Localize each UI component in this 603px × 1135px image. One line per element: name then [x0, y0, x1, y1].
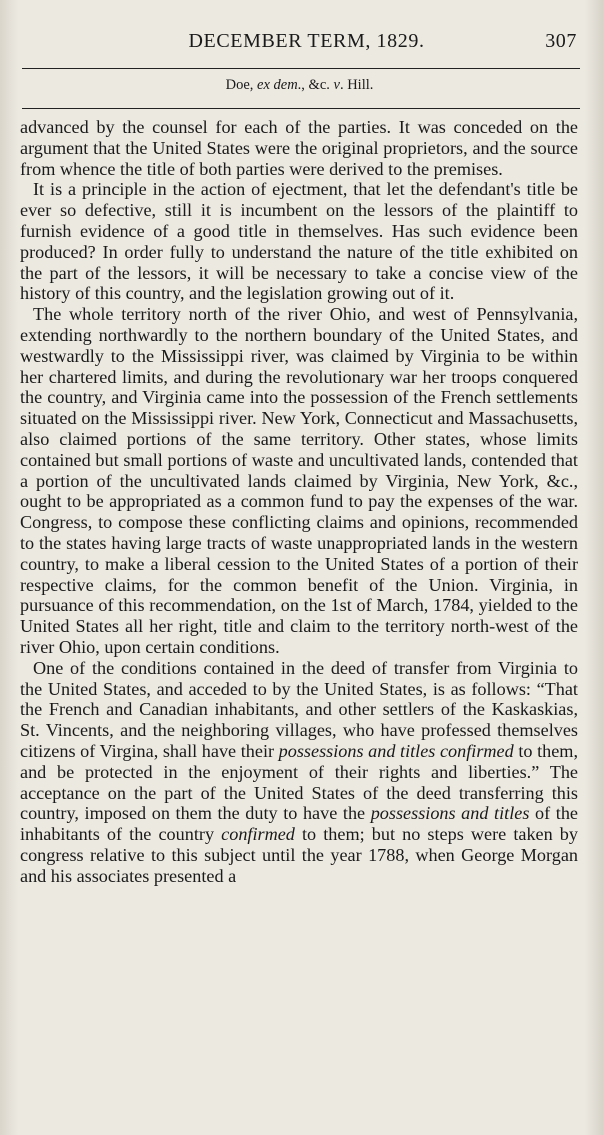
- paragraph-text: to them, and be protected in the enjoyment of their rights and liberties.” The acceptance on the part of the United States of the deed transferring this country, imposed on them the duty to have the: [20, 740, 578, 824]
- caption-defendant: . Hill.: [339, 77, 374, 93]
- paragraph-text: The whole territory north of the river Ohio, and west of Pennsylvania, extending northwardly to the northern boundary of the United States, and westwardly to the Mississippi river, was claimed by Virginia to be within her chartered limits, and during the revolutionary war her troops conquered the country, and Virginia came into the possession of the French settlements situated on the Mississippi river. New York, Connecticut and Massachusetts, also claimed portions of the same territory. Other states, whose limits contained but small portions of waste and uncultivated lands, contended that a portion of the uncultivated lands claimed by Virginia, New York, &c., ought to be appropriated as a common fund to pay the expenses of the war. Congress, to compose these conflicting claims and opinions, recommended to the states having large tracts of waste unappropriated lands in the western country, to make a liberal cession to the United States of a portion of their respective claims, for the common benefit of the Union. Virginia, in pursuance of this recommendation, on the 1st of March, 1784, yielded to the United States all her right, title and claim to the territory north-west of the river Ohio, upon certain conditions.: [20, 304, 578, 657]
- paragraph-text: advanced by the counsel for each of the parties. It was conceded on the argument that the United States were the original proprietors, and the source from whence the title of both parties were derived to the premises.: [20, 117, 578, 179]
- page-number: 307: [545, 30, 577, 52]
- running-head: [20, 30, 579, 60]
- paragraph-text: It is a principle in the action of ejectment, that let the defendant's title be ever so defective, still it is incumbent on the lessors of the plaintiff to furnish evidence of a good title in themselves. Has such evidence been produced? In order fully to understand the nature of the title exhibited on the part of the lessors, it will be necessary to take a concise view of the history of this country, and the legislation growing out of it.: [20, 179, 578, 304]
- caption-rule: [22, 108, 580, 109]
- term-heading: DECEMBER TERM, 1829.: [188, 30, 425, 52]
- caption-versus: v: [333, 77, 340, 93]
- italic-phrase: possessions and titles confirmed: [278, 740, 514, 761]
- opinion-text: [20, 117, 578, 886]
- paragraph-text: One of the conditions contained in the deed of transfer from Virginia to the United States, and acceded to by the United States, is as follows: “That the French and Canadian inhabitants, and other settlers of the Kaskaskias, St. Vincents, and the neighboring villages, who have professed themselves citizens of Virgina, shall have their: [20, 657, 578, 761]
- paragraph-text: of the inhabitants of the country: [20, 803, 578, 845]
- caption-party: Doe,: [225, 77, 258, 93]
- case-caption: [20, 69, 579, 100]
- paragraph-3: [20, 304, 578, 658]
- paragraph-4: [20, 658, 578, 887]
- italic-phrase: possessions and titles: [370, 803, 530, 824]
- paragraph-text: to them; but no steps were taken by congress relative to this subject until the year 1788, when George Morgan and his associates presented a: [20, 824, 578, 886]
- paragraph-1: [20, 117, 578, 179]
- caption-ex-dem: ex dem: [257, 77, 298, 93]
- paragraph-2: [20, 179, 578, 304]
- italic-phrase: confirmed: [221, 824, 295, 845]
- caption-etc: ., &c.: [297, 77, 334, 93]
